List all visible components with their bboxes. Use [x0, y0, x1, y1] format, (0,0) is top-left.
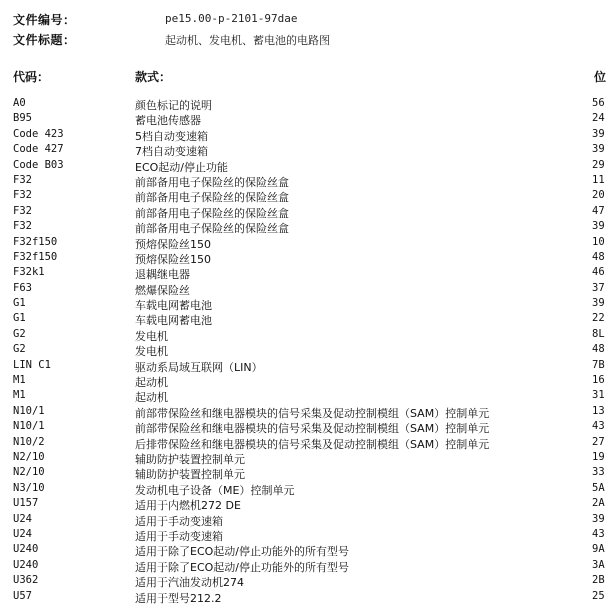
component-position: 56 [592, 97, 605, 109]
column-header-style: 款式： [135, 70, 172, 84]
component-position: 39 [592, 127, 605, 140]
component-description: 适用于型号212.2 [135, 591, 222, 605]
list-item [0, 112, 604, 127]
component-description: 发电机 [135, 345, 168, 359]
list-item [0, 559, 604, 574]
list-item [0, 174, 604, 189]
component-code: U24 [13, 512, 32, 525]
list-item [0, 451, 604, 466]
component-description: 车载电网蓄电池 [135, 299, 212, 313]
list-item [0, 343, 604, 358]
list-item [0, 374, 604, 389]
component-description: 前部备用电子保险丝的保险丝盒 [135, 206, 289, 220]
list-item [0, 159, 604, 174]
component-position: 22 [592, 312, 605, 325]
component-position: 43 [592, 527, 605, 540]
list-item [0, 590, 604, 605]
component-description: 预熔保险丝150 [135, 237, 211, 251]
component-position: 39 [592, 220, 605, 233]
list-item [0, 236, 604, 251]
list-item [0, 543, 604, 558]
component-description: 起动机 [135, 376, 168, 390]
component-description: 后排带保险丝和继电器模块的信号采集及促动控制模组（SAM）控制单元 [135, 437, 490, 451]
component-code: M1 [13, 374, 26, 387]
component-code: N10/2 [13, 435, 45, 448]
component-code: U57 [13, 589, 32, 602]
component-description: 适用于除了ECO起动/停止功能外的所有型号 [135, 560, 349, 574]
component-description: 适用于汽油发动机274 [135, 576, 244, 590]
component-description: ECO起动/停止功能 [135, 160, 228, 174]
component-description: 前部备用电子保险丝的保险丝盒 [135, 222, 289, 236]
component-description: 适用于除了ECO起动/停止功能外的所有型号 [135, 545, 349, 559]
list-item [0, 205, 604, 220]
component-position: 19 [592, 450, 605, 463]
component-position: 2A [592, 497, 605, 510]
component-code: G1 [13, 312, 26, 325]
component-code: N2/10 [13, 450, 45, 463]
list-item [0, 482, 604, 497]
component-description: 蓄电池传感器 [135, 114, 201, 128]
component-position: 29 [592, 158, 605, 171]
column-header-code: 代码： [13, 70, 50, 84]
component-code: F32 [13, 173, 32, 186]
component-position: 37 [592, 281, 605, 294]
list-item [0, 328, 604, 343]
component-description: 前部备用电子保险丝的保险丝盒 [135, 191, 289, 205]
component-position: 27 [592, 435, 605, 448]
component-position: 2B [592, 574, 605, 587]
component-position: 9A [592, 543, 605, 556]
list-item [0, 143, 604, 158]
component-description: 起动机 [135, 391, 168, 405]
component-description: 前部备用电子保险丝的保险丝盒 [135, 175, 289, 189]
list-item [0, 497, 604, 512]
component-description: 7档自动变速箱 [135, 145, 208, 159]
component-description: 适用于手动变速箱 [135, 529, 223, 543]
component-code: U240 [13, 558, 39, 571]
doc-number-value: pe15.00-p-2101-97dae [165, 12, 298, 25]
list-item [0, 220, 604, 235]
list-item [0, 266, 604, 281]
doc-title-value: 起动机、发电机、蓄电池的电路图 [165, 34, 330, 47]
component-description: 前部带保险丝和继电器模块的信号采集及促动控制模组（SAM）控制单元 [135, 422, 490, 436]
component-position: 43 [592, 420, 605, 433]
component-position: 20 [592, 189, 605, 202]
component-description: 驱动系局域互联网（LIN） [135, 360, 263, 374]
component-description: 前部带保险丝和继电器模块的信号采集及促动控制模组（SAM）控制单元 [135, 406, 490, 420]
list-item [0, 389, 604, 404]
component-position: 11 [592, 173, 605, 186]
component-description: 发电机 [135, 329, 168, 343]
component-position: 48 [592, 250, 605, 263]
list-item [0, 189, 604, 204]
component-position: 39 [592, 143, 605, 156]
list-item [0, 436, 604, 451]
component-description: 车载电网蓄电池 [135, 314, 212, 328]
component-description: 适用于内燃机272 DE [135, 499, 241, 513]
component-position: 3A [592, 558, 605, 571]
component-position: 39 [592, 297, 605, 310]
component-code: F32 [13, 220, 32, 233]
component-code: Code 427 [13, 143, 64, 156]
component-position: 47 [592, 204, 605, 217]
component-description: 辅助防护装置控制单元 [135, 468, 245, 482]
component-description: 5档自动变速箱 [135, 129, 208, 143]
list-item [0, 420, 604, 435]
list-item [0, 297, 604, 312]
list-item [0, 513, 604, 528]
component-code: F32 [13, 189, 32, 202]
list-item [0, 405, 604, 420]
component-code: M1 [13, 389, 26, 402]
component-code: U362 [13, 574, 39, 587]
component-code: U24 [13, 527, 32, 540]
list-item [0, 251, 604, 266]
component-code: F32 [13, 204, 32, 217]
column-header-position: 位 [594, 70, 606, 84]
component-code: U240 [13, 543, 39, 556]
list-item [0, 528, 604, 543]
component-code: N10/1 [13, 420, 45, 433]
component-code: N3/10 [13, 481, 45, 494]
component-position: 48 [592, 343, 605, 356]
component-position: 33 [592, 466, 605, 479]
component-code: U157 [13, 497, 39, 510]
component-code: Code 423 [13, 127, 64, 140]
component-code: G1 [13, 297, 26, 310]
component-position: 24 [592, 112, 605, 125]
component-code: F32f150 [13, 235, 58, 248]
component-code: F32f150 [13, 250, 58, 263]
component-code: F32k1 [13, 266, 45, 279]
component-position: 31 [592, 389, 605, 402]
component-description: 发动机电子设备（ME）控制单元 [135, 483, 295, 497]
component-position: 7B [592, 358, 605, 371]
component-code: G2 [13, 343, 26, 356]
list-item [0, 97, 604, 112]
list-item [0, 574, 604, 589]
component-code: B95 [13, 112, 32, 125]
component-description: 燃爆保险丝 [135, 283, 190, 297]
component-description: 辅助防护装置控制单元 [135, 452, 245, 466]
component-list [0, 97, 604, 605]
component-position: 13 [592, 404, 605, 417]
component-position: 39 [592, 512, 605, 525]
component-position: 10 [592, 235, 605, 248]
list-item [0, 282, 604, 297]
list-item [0, 128, 604, 143]
component-code: A0 [13, 97, 26, 109]
component-code: Code B03 [13, 158, 64, 171]
doc-title-label: 文件标题： [13, 33, 76, 47]
component-position: 16 [592, 374, 605, 387]
component-description: 预熔保险丝150 [135, 252, 211, 266]
component-position: 5A [592, 481, 605, 494]
component-code: LIN C1 [13, 358, 51, 371]
component-code: N10/1 [13, 404, 45, 417]
list-item [0, 466, 604, 481]
component-code: G2 [13, 327, 26, 340]
component-description: 颜色标记的说明 [135, 99, 212, 112]
component-position: 46 [592, 266, 605, 279]
component-description: 适用于手动变速箱 [135, 514, 223, 528]
list-item [0, 359, 604, 374]
list-item [0, 312, 604, 327]
component-position: 8L [592, 327, 605, 340]
component-code: F63 [13, 281, 32, 294]
doc-number-label: 文件编号： [13, 13, 76, 27]
component-position: 25 [592, 589, 605, 602]
component-code: N2/10 [13, 466, 45, 479]
component-description: 退耦继电器 [135, 268, 190, 282]
